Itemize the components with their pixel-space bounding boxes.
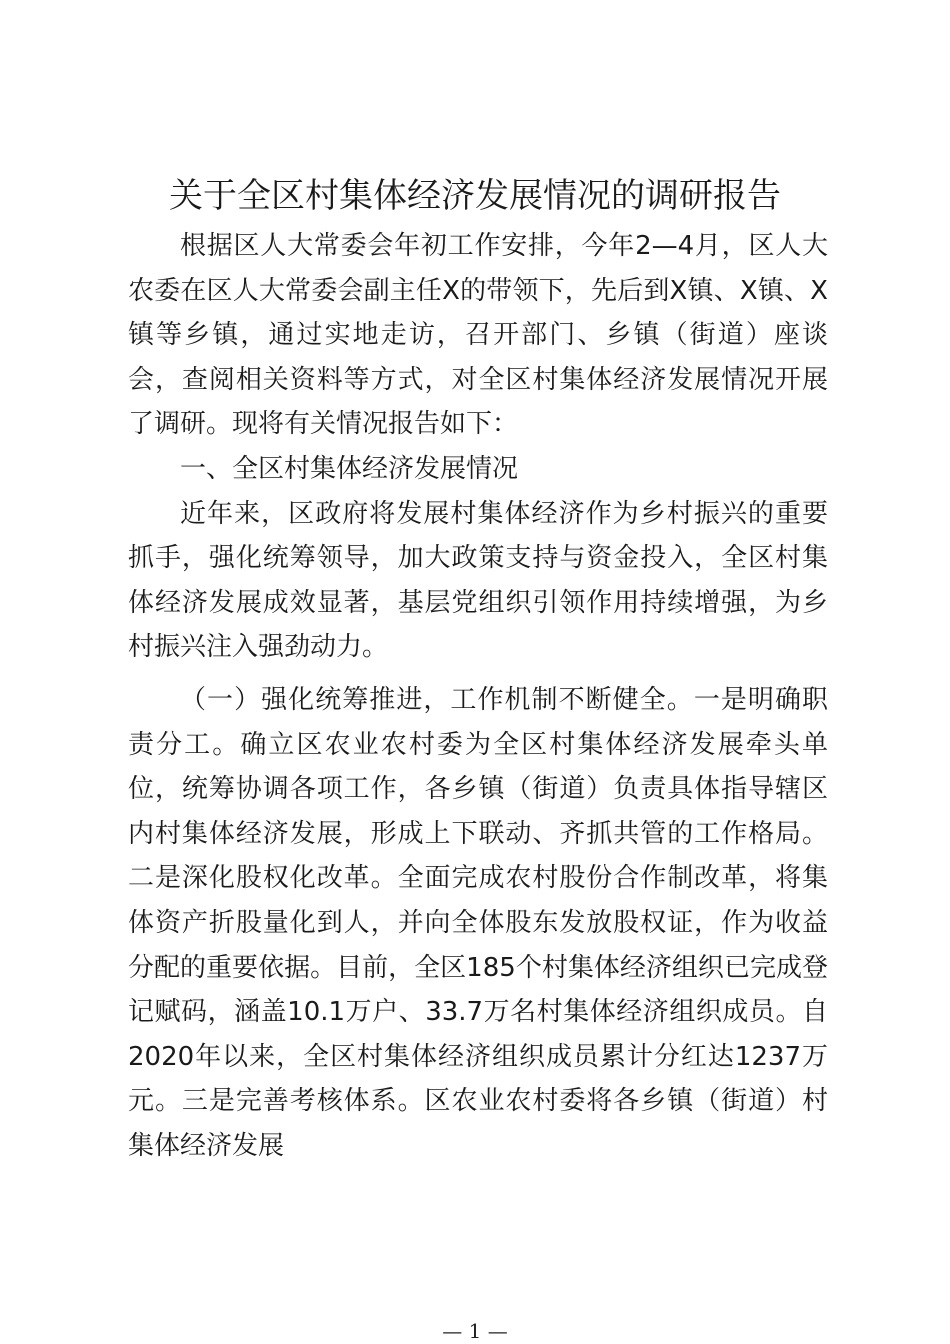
paragraph-gap — [128, 670, 828, 678]
subsection-1-paragraph: （一）强化统筹推进，工作机制不断健全。一是明确职责分工。确立区农业农村委为全区村集体经济发展牵头单位，统筹协调各项工作，各乡镇（街道）负责具体指导辖区内村集体经济发展，形成上下联动、齐抓共管的工作格局。二是深化股权化改革。全面完成农村股份合作制改革，将集体资产折股量化到人，并向全体股东发放股权证，作为收益分配的重要依据。目前，全区185个村集体经济组织已完成登记赋码，涵盖10.1万户、33.7万名村集体经济组织成员。自2020年以来，全区村集体经济组织成员累计分红达1237万元。三是完善考核体系。区农业农村委将各乡镇（街道）村集体经济发展 — [128, 684, 828, 1161]
document-body — [128, 224, 828, 1168]
document-title: 关于全区村集体经济发展情况的调研报告 — [169, 176, 781, 216]
section-1-heading: 一、全区村集体经济发展情况 — [180, 453, 519, 484]
page-number: — 1 — — [442, 1319, 508, 1343]
intro-paragraph: 根据区人大常委会年初工作安排，今年2—4月，区人大农委在区人大常委会副主任X的带领下，先后到X镇、X镇、X镇等乡镇，通过实地走访，召开部门、乡镇（街道）座谈会，查阅相关资料等方式，对全区村集体经济发展情况开展了调研。现将有关情况报告如下： — [128, 231, 828, 440]
section-1-paragraph: 近年来，区政府将发展村集体经济作为乡村振兴的重要抓手，强化统筹领导，加大政策支持与资金投入，全区村集体经济发展成效显著，基层党组织引领作用持续增强，为乡村振兴注入强劲动力。 — [128, 498, 828, 663]
